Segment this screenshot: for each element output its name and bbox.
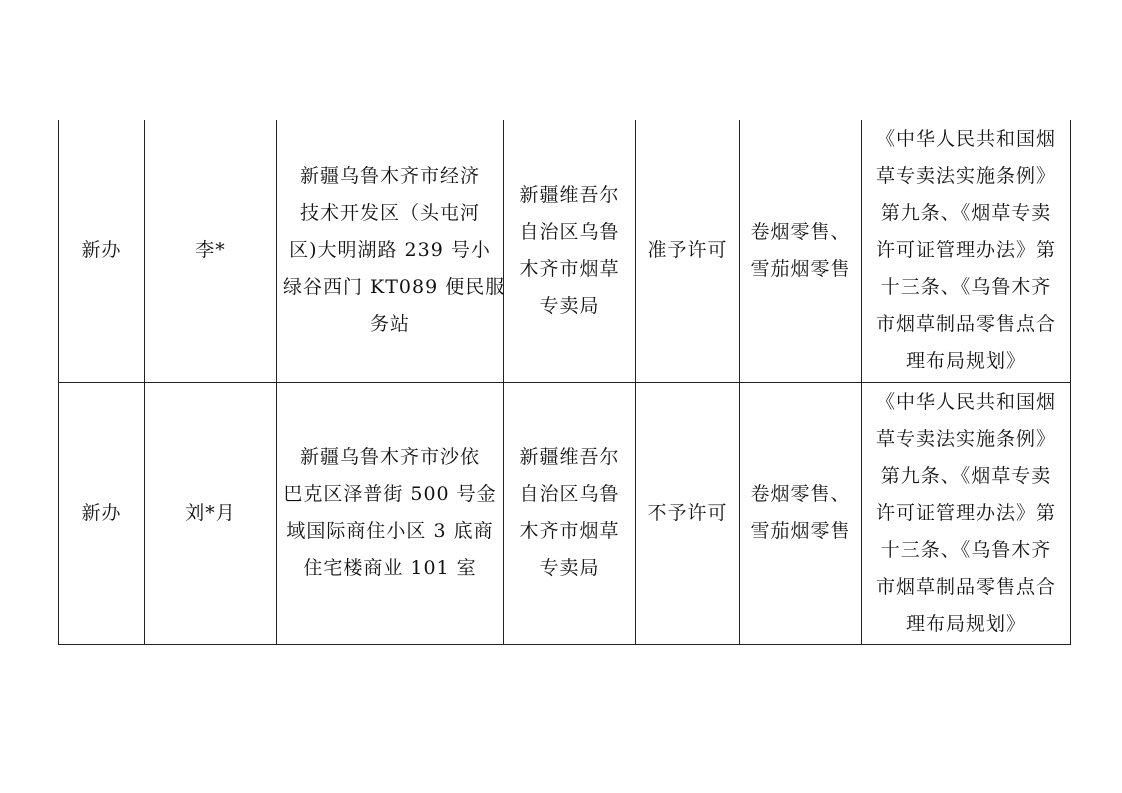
cell-legal-basis (862, 382, 1071, 644)
scope-line: 卷烟零售、 (750, 483, 851, 505)
cell-decision: 准予许可 (636, 120, 740, 382)
address-line: 技术开发区（头屯河 (299, 202, 480, 225)
authority-line: 自治区乌鲁 (519, 483, 620, 505)
address-line: 务站 (369, 313, 410, 336)
basis-line: 理布局规划》 (905, 350, 1026, 373)
authority-line: 新疆维吾尔 (519, 446, 620, 468)
basis-line: 许可证管理办法》第 (875, 501, 1056, 524)
cell-authority (504, 120, 636, 382)
scope-line: 卷烟零售、 (750, 220, 851, 243)
address-line: 新疆乌鲁木齐市沙依 (299, 446, 480, 468)
address-line: 区)大明湖路 239 号小 (289, 239, 491, 262)
basis-line: 草专卖法实施条例》 (875, 165, 1056, 188)
cell-name: 刘*月 (145, 382, 277, 644)
authority-line: 新疆维吾尔 (519, 183, 620, 206)
authority-line: 专卖局 (539, 557, 600, 579)
address-line: 巴克区泽普街 500 号金 (283, 483, 497, 505)
cell-authority (504, 382, 636, 644)
address-line: 绿谷西门 KT089 便民服 (283, 276, 506, 299)
cell-address (277, 120, 504, 382)
address-line: 住宅楼商业 101 室 (303, 557, 477, 579)
cell-scope (740, 382, 862, 644)
cell-scope (740, 120, 862, 382)
table-row (59, 120, 1071, 382)
basis-line: 理布局规划》 (905, 612, 1026, 635)
cell-legal-basis (862, 120, 1071, 382)
cell-name: 李* (145, 120, 277, 382)
basis-line: 第九条、《烟草专卖 (880, 464, 1052, 487)
basis-line: 市烟草制品零售点合 (875, 313, 1056, 336)
basis-line: 市烟草制品零售点合 (875, 575, 1056, 598)
authority-line: 专卖局 (539, 294, 600, 317)
basis-line: 《中华人民共和国烟 (875, 128, 1056, 151)
scope-line: 雪茄烟零售 (750, 520, 851, 542)
table-row (59, 382, 1071, 644)
permit-table (58, 120, 1071, 645)
address-line: 域国际商住小区 3 底商 (286, 520, 494, 542)
scope-line: 雪茄烟零售 (750, 257, 851, 280)
cell-type: 新办 (59, 382, 145, 644)
cell-decision: 不予许可 (636, 382, 740, 644)
authority-line: 木齐市烟草 (519, 520, 620, 542)
basis-line: 十三条、《乌鲁木齐 (880, 538, 1052, 561)
cell-type: 新办 (59, 120, 145, 382)
address-line: 新疆乌鲁木齐市经济 (299, 165, 480, 188)
basis-line: 《中华人民共和国烟 (875, 390, 1056, 413)
basis-line: 许可证管理办法》第 (875, 239, 1056, 262)
basis-line: 十三条、《乌鲁木齐 (880, 276, 1052, 299)
cell-address (277, 382, 504, 644)
basis-line: 第九条、《烟草专卖 (880, 202, 1052, 225)
authority-line: 木齐市烟草 (519, 257, 620, 280)
basis-line: 草专卖法实施条例》 (875, 427, 1056, 450)
authority-line: 自治区乌鲁 (519, 220, 620, 243)
